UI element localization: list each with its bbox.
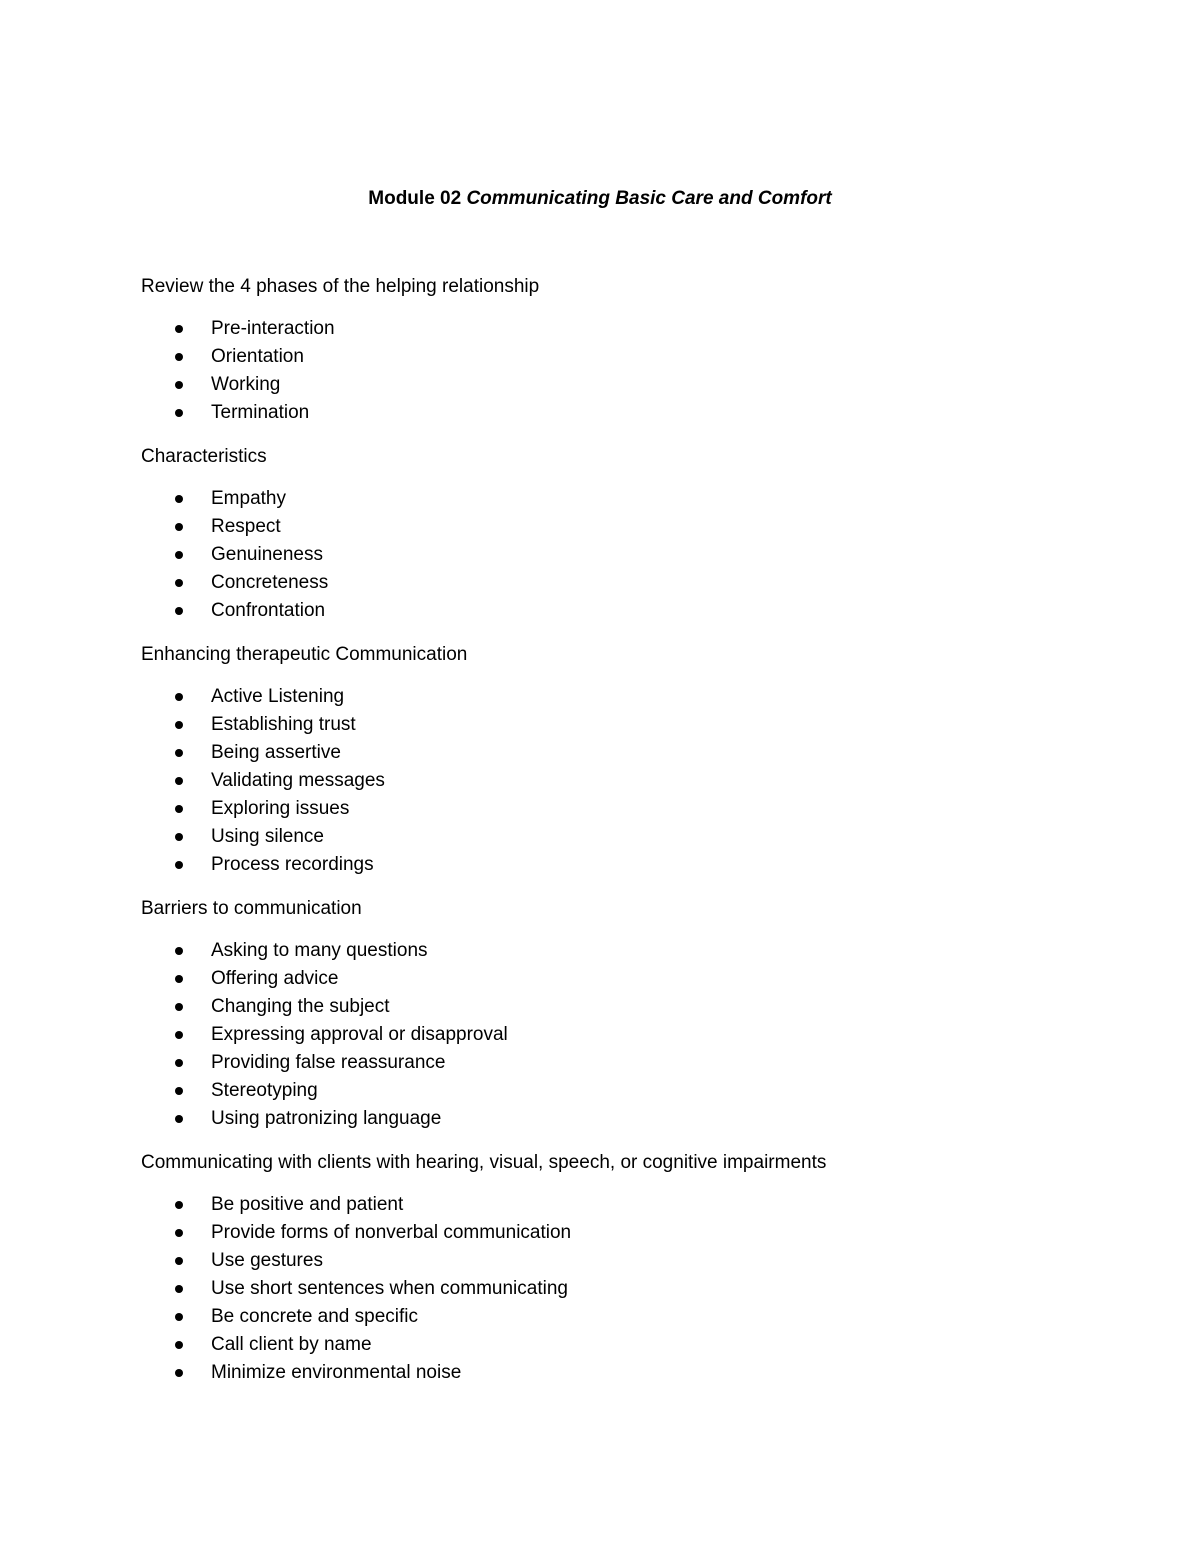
list-item xyxy=(141,1077,1101,1105)
bullet-icon xyxy=(175,353,183,361)
list-item-text: Be positive and patient xyxy=(211,1194,404,1215)
list-item-text: Minimize environmental noise xyxy=(211,1362,462,1383)
list-item-text: Provide forms of nonverbal communication xyxy=(211,1222,572,1243)
list-item xyxy=(141,937,1101,965)
list-item-text: Termination xyxy=(211,402,310,423)
list-item-text: Use gestures xyxy=(211,1250,323,1271)
bullet-icon xyxy=(175,1313,183,1321)
bullet-icon xyxy=(175,805,183,813)
list-item xyxy=(141,1021,1101,1049)
bullet-icon xyxy=(175,1059,183,1067)
document-title xyxy=(0,186,1200,212)
list-item xyxy=(141,1275,1101,1303)
list-item xyxy=(141,1247,1101,1275)
bullet-list xyxy=(141,683,1101,879)
bullet-icon xyxy=(175,1369,183,1377)
bullet-icon xyxy=(175,975,183,983)
bullet-icon xyxy=(175,777,183,785)
list-item xyxy=(141,993,1101,1021)
bullet-icon xyxy=(175,551,183,559)
list-item-text: Asking to many questions xyxy=(211,940,428,961)
list-item xyxy=(141,513,1101,541)
list-item xyxy=(141,343,1101,371)
list-item-text: Being assertive xyxy=(211,742,341,763)
bullet-icon xyxy=(175,833,183,841)
document-body xyxy=(141,273,1101,1403)
list-item xyxy=(141,711,1101,739)
list-item-text: Working xyxy=(211,374,281,395)
bullet-list xyxy=(141,485,1101,625)
section-heading: Barriers to communication xyxy=(141,898,362,919)
list-item xyxy=(141,1105,1101,1133)
list-item-text: Respect xyxy=(211,516,281,537)
list-item-text: Changing the subject xyxy=(211,996,390,1017)
list-item xyxy=(141,1331,1101,1359)
list-item-text: Orientation xyxy=(211,346,304,367)
title-prefix: Module 02 xyxy=(368,188,462,209)
title-italic: Communicating Basic Care and Comfort xyxy=(466,188,832,209)
list-item xyxy=(141,965,1101,993)
list-item-text: Establishing trust xyxy=(211,714,356,735)
list-item xyxy=(141,795,1101,823)
list-item xyxy=(141,485,1101,513)
bullet-icon xyxy=(175,1341,183,1349)
list-item xyxy=(141,399,1101,427)
bullet-icon xyxy=(175,1201,183,1209)
bullet-list xyxy=(141,315,1101,427)
list-item xyxy=(141,851,1101,879)
list-item-text: Stereotyping xyxy=(211,1080,318,1101)
list-item-text: Genuineness xyxy=(211,544,323,565)
list-item xyxy=(141,739,1101,767)
bullet-icon xyxy=(175,523,183,531)
list-item xyxy=(141,371,1101,399)
bullet-icon xyxy=(175,495,183,503)
list-item-text: Be concrete and specific xyxy=(211,1306,419,1327)
bullet-icon xyxy=(175,861,183,869)
list-item xyxy=(141,683,1101,711)
list-item-text: Providing false reassurance xyxy=(211,1052,446,1073)
list-item xyxy=(141,1191,1101,1219)
bullet-icon xyxy=(175,325,183,333)
list-item-text: Using silence xyxy=(211,826,324,847)
list-item-text: Pre-interaction xyxy=(211,318,335,339)
list-item-text: Using patronizing language xyxy=(211,1108,442,1129)
bullet-icon xyxy=(175,1003,183,1011)
list-item-text: Validating messages xyxy=(211,770,385,791)
bullet-icon xyxy=(175,1229,183,1237)
section-heading: Review the 4 phases of the helping relationship xyxy=(141,276,540,297)
bullet-list xyxy=(141,937,1101,1133)
list-item xyxy=(141,1359,1101,1387)
section-heading: Communicating with clients with hearing, visual, speech, or cognitive impairments xyxy=(141,1152,827,1173)
list-item xyxy=(141,823,1101,851)
list-item-text: Offering advice xyxy=(211,968,339,989)
list-item-text: Expressing approval or disapproval xyxy=(211,1024,508,1045)
bullet-icon xyxy=(175,1031,183,1039)
bullet-icon xyxy=(175,1285,183,1293)
list-item-text: Concreteness xyxy=(211,572,329,593)
list-item xyxy=(141,1049,1101,1077)
bullet-icon xyxy=(175,693,183,701)
bullet-list xyxy=(141,1191,1101,1387)
bullet-icon xyxy=(175,749,183,757)
list-item xyxy=(141,541,1101,569)
list-item-text: Active Listening xyxy=(211,686,345,707)
section-heading: Characteristics xyxy=(141,446,267,467)
list-item xyxy=(141,569,1101,597)
list-item-text: Confrontation xyxy=(211,600,326,621)
list-item-text: Call client by name xyxy=(211,1334,372,1355)
bullet-icon xyxy=(175,409,183,417)
bullet-icon xyxy=(175,721,183,729)
bullet-icon xyxy=(175,1087,183,1095)
bullet-icon xyxy=(175,607,183,615)
bullet-icon xyxy=(175,1257,183,1265)
list-item xyxy=(141,767,1101,795)
list-item-text: Use short sentences when communicating xyxy=(211,1278,568,1299)
list-item-text: Empathy xyxy=(211,488,286,509)
list-item xyxy=(141,315,1101,343)
list-item xyxy=(141,1219,1101,1247)
bullet-icon xyxy=(175,1115,183,1123)
bullet-icon xyxy=(175,381,183,389)
list-item-text: Process recordings xyxy=(211,854,374,875)
bullet-icon xyxy=(175,947,183,955)
list-item-text: Exploring issues xyxy=(211,798,350,819)
bullet-icon xyxy=(175,579,183,587)
list-item xyxy=(141,1303,1101,1331)
section-heading: Enhancing therapeutic Communication xyxy=(141,644,468,665)
list-item xyxy=(141,597,1101,625)
